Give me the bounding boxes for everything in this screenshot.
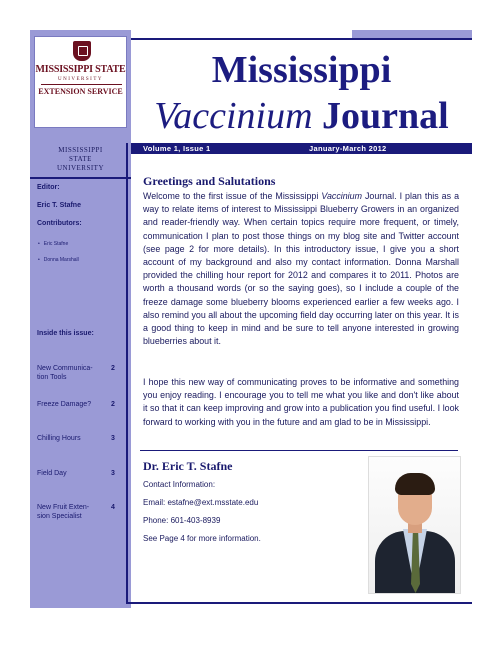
toc-item-title: Field Day bbox=[37, 470, 67, 477]
article-heading: Greetings and Salutations bbox=[143, 174, 276, 188]
paragraph-italic-text: Vaccinium bbox=[321, 191, 362, 201]
article-paragraph-2: I hope this new way of communicating proves to be informative and something you enjoy reading. I encourage you to tell me what you like and don't like about it so that it can keep improving and grow into a publication you find useful. I look forward to working with you in the future and am glad to be in Mississippi. bbox=[143, 377, 459, 427]
contributor-item: • Eric Stafne bbox=[38, 241, 69, 247]
contact-more-info: See Page 4 for more information. bbox=[143, 534, 261, 543]
contributor-name: Donna Marshall bbox=[43, 257, 79, 263]
toc-item bbox=[37, 469, 127, 478]
article-paragraph-1 bbox=[143, 190, 459, 348]
toc-item-page: 3 bbox=[111, 470, 115, 477]
editor-label: Editor: bbox=[37, 184, 60, 191]
contributor-item: • Donna Marshall bbox=[38, 257, 79, 263]
toc-item-page: 2 bbox=[111, 365, 115, 372]
editor-name: Eric T. Stafne bbox=[37, 202, 81, 209]
university-line-3: UNIVERSITY bbox=[57, 164, 104, 172]
journal-title-line-2 bbox=[131, 96, 472, 136]
issue-bar bbox=[131, 143, 472, 154]
logo-line-2: UNIVERSITY bbox=[58, 77, 103, 82]
toc-item-title: New Fruit Exten-sion Specialist bbox=[37, 504, 90, 520]
logo-divider bbox=[41, 84, 122, 85]
contact-label: Contact Information: bbox=[143, 480, 216, 489]
toc-item bbox=[37, 400, 127, 409]
contact-email[interactable]: Email: estafne@ext.msstate.edu bbox=[143, 498, 259, 507]
contact-name: Dr. Eric T. Stafne bbox=[143, 459, 233, 473]
toc-item-page: 2 bbox=[111, 401, 115, 408]
sidebar-divider bbox=[30, 177, 131, 179]
toc-item-page: 3 bbox=[111, 435, 115, 442]
contributors-label: Contributors: bbox=[37, 220, 82, 227]
paragraph-text: Welcome to the first issue of the Mississippi bbox=[143, 191, 322, 201]
toc-item bbox=[37, 364, 127, 382]
university-line-1: MISSISSIPPI bbox=[58, 146, 103, 154]
masthead-top-rule bbox=[131, 38, 472, 40]
toc-item-title: Freeze Damage? bbox=[37, 401, 92, 408]
logo-line-1: MISSISSIPPI STATE bbox=[35, 64, 126, 75]
journal-title-line-1: Mississippi bbox=[211, 49, 392, 91]
contact-phone: Phone: 601-403-8939 bbox=[143, 516, 221, 525]
msu-extension-logo bbox=[34, 36, 127, 128]
toc-item-page: 4 bbox=[111, 504, 115, 511]
toc-item-title: Chilling Hours bbox=[37, 435, 81, 442]
section-divider bbox=[140, 450, 458, 451]
toc-item bbox=[37, 503, 127, 521]
toc-item bbox=[37, 434, 127, 443]
sidebar bbox=[30, 30, 131, 608]
portrait-hair bbox=[395, 473, 435, 495]
paragraph-text: Journal. I plan this as a way to relate items of interest to Mississippi Blueberry Growers in an organized and reader-friendly way. When certain topics require more frequent, or timely, communication I plan to post those things on my blog site and Twitter account (see page 2 for more details). In this introductory issue, I give you a short account of my background and also my contact information. Donna Marshall provided the chilling hour report for 2012 and compares it to 2011. Photos are worth a thousand words (or so the saying goes), so I include a couple of the freeze damage some blueberry blooms experienced earlier a few weeks ago. I also remind you all about the upcoming field day occurring later on this year. It is a good thing to keep in mind and be sure to tell anyone interested in growing blueberries about it. bbox=[143, 191, 460, 347]
toc-item-title: New Communica-tion Tools bbox=[37, 365, 93, 381]
journal-title-italic: Vaccinium bbox=[154, 95, 313, 137]
contributor-name: Eric Stafne bbox=[43, 241, 69, 247]
masthead-accent-bar bbox=[352, 30, 472, 38]
issue-number: Volume 1, Issue 1 bbox=[143, 144, 211, 153]
journal-title-bold: Journal bbox=[322, 95, 449, 137]
logo-line-3: EXTENSION SERVICE bbox=[38, 87, 123, 96]
author-portrait-photo bbox=[368, 456, 461, 594]
toc-title: Inside this issue: bbox=[37, 330, 94, 337]
university-line-2: STATE bbox=[69, 155, 92, 163]
issue-date: January-March 2012 bbox=[309, 144, 387, 153]
msu-seal-icon bbox=[73, 41, 91, 61]
